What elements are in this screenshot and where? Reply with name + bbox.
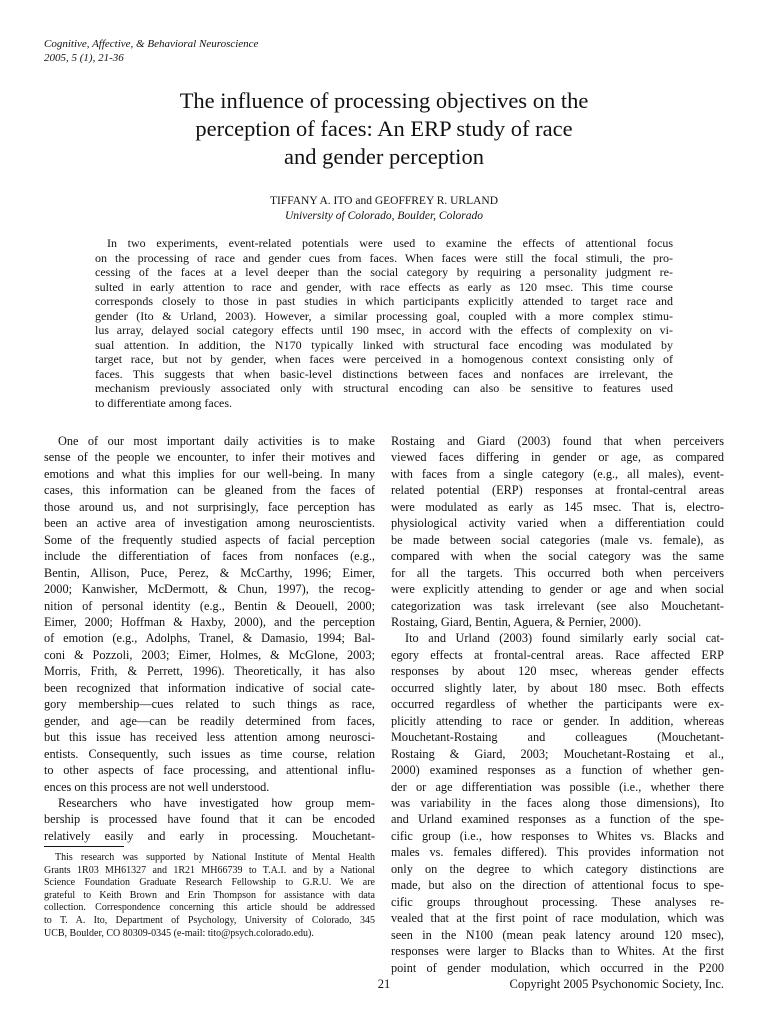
body-line: males vs. females differed). This provides information not <box>391 845 724 860</box>
body-line: gender, and age—can be readily determined from faces, <box>44 713 375 728</box>
abstract-line: on the processing of race and gender cues from faces. When faces were still the focal stimuli, the pro- <box>95 250 673 265</box>
footnote-line: This research was supported by National Institute of Mental Health <box>55 852 375 863</box>
abstract-line: gender (Ito & Urland, 2003). However, a similar processing goal, coupled with a more complex stimu- <box>95 308 673 323</box>
body-line: cases, this information can be gleaned from the faces of <box>44 483 375 498</box>
body-line: entists. Consequently, such issues as time course, relation <box>44 746 375 761</box>
body-line: Some of the frequently studied aspects of facial perception <box>44 532 375 547</box>
body-column-right <box>391 433 724 976</box>
body-line: Bentin, Allison, Puce, Perez, & McCarthy, 1996; Eimer, <box>44 565 375 580</box>
body-line: Ito and Urland (2003) found similarly early social cat- <box>405 631 724 646</box>
body-line: include the differentiation of faces from nonfaces (e.g., <box>44 549 375 564</box>
footnote-line: UCB, Boulder, CO 80309-0345 (e-mail: tito@psych.colorado.edu). <box>44 927 314 939</box>
body-line: were explicitly attending to gender or age and when social <box>391 582 724 597</box>
body-line: and Urland examined responses as a function of the spe- <box>391 812 724 827</box>
abstract-line: sulted in early attention to race and gender, with race effects as early as 120 msec. This time course <box>95 279 673 294</box>
body-line: occurred slightly later, by about 180 msec. Both effects <box>391 680 724 695</box>
footnote-line: collection. Correspondence concerning this article should be addressed <box>44 902 375 914</box>
body-line: was variability in the faces along those dimensions), Ito <box>391 795 724 810</box>
title-line: perception of faces: An ERP study of race <box>195 116 573 141</box>
footnote-line: Grants 1R03 MH61327 and 1R21 MH66739 to T.A.I. and by a National <box>44 864 375 876</box>
body-line: One of our most important daily activities is to make <box>58 434 375 448</box>
body-line: made, but also on the direction of attentional focus to spe- <box>391 878 724 893</box>
abstract-line: sual attention. In addition, the N170 typically linked with structural face encoding was modulated by <box>95 337 673 352</box>
body-line: Researchers who have investigated how group mem- <box>58 795 375 810</box>
body-line: Rostaing, Giard, Bentin, Aguera, & Pernier, 2000). <box>391 614 642 629</box>
affiliation: University of Colorado, Boulder, Colorado <box>284 210 484 222</box>
body-line: nition of personal identity (e.g., Bentin & Deouell, 2000; <box>44 598 375 613</box>
footnote-line: Science Foundation Graduate Research Fellowship to G.R.U. We are <box>44 877 375 889</box>
body-line: compared with when the social category was the same <box>391 549 724 564</box>
body-line: Morris, Frith, & Perrett, 1996). Theoretically, it has also <box>44 664 375 679</box>
body-line: Rostaing & Giard, 2003; Mouchetant-Rostaing et al., <box>391 746 724 761</box>
abstract-line: lus array, delayed social category effects until 190 msec, in accord with the effects of complexity on vi- <box>95 323 673 338</box>
body-line: were modulated as early as 145 msec. That is, electro- <box>391 499 724 514</box>
body-line: responses by about 120 msec, whereas gender effects <box>391 664 724 679</box>
body-line: Eimer, 2000; Hoffman & Haxby, 2000), and the perception <box>44 614 375 629</box>
abstract-line: faces. This suggests that when basic-level distinctions between faces and nonfaces are irrelevant, the <box>95 366 673 381</box>
article-title <box>60 87 708 171</box>
footnote-line: to T. A. Ito, Department of Psychology, University of Colorado, 345 <box>44 914 375 926</box>
body-line: vealed that at the first point of race modulation, which was <box>391 911 724 926</box>
body-column-left <box>44 433 375 844</box>
body-line: Rostaing and Giard (2003) found that when perceivers <box>391 434 724 448</box>
abstract-line: cessing of the faces at a level deeper than the social category by requiring a personality judgment re- <box>95 265 673 280</box>
body-line: be made between social categories (male vs. female), as <box>391 532 724 547</box>
body-line: seen in the N100 (mean peak latency around 120 msec), <box>391 927 724 942</box>
body-line: point of gender modulation, which occurred in the P200 <box>391 960 724 975</box>
body-line: with faces from a single category (e.g., all males), event- <box>391 466 724 481</box>
copyright-notice: Copyright 2005 Psychonomic Society, Inc. <box>509 977 724 991</box>
abstract <box>95 236 673 411</box>
body-line: responses were larger to Blacks than to Whites. At the first <box>391 944 724 959</box>
body-line: categorization was task irrelevant (see also Mouchetant- <box>391 598 724 613</box>
journal-name: Cognitive, Affective, & Behavioral Neuroscience <box>44 38 259 50</box>
body-line: egory effects at frontal-central areas. Race affected ERP <box>391 647 724 662</box>
abstract-line: In two experiments, event-related potentials were used to examine the effects of attentional focus <box>107 236 673 250</box>
page-number: 21 <box>377 977 391 991</box>
body-line: been recognized that information indicative of social cate- <box>44 680 375 695</box>
body-line: viewed faces differing in gender or age, as compared <box>391 450 724 465</box>
abstract-line: to differentiate among faces. <box>95 396 233 411</box>
footnote-line: grateful to Keith Brown and Erin Thompson for assistance with data <box>44 889 375 901</box>
body-line: 2000; Kanwisher, McDermott, & Chun, 1997), the recog- <box>44 582 375 597</box>
body-line: been an active area of investigation among neuroscientists. <box>44 516 375 531</box>
footnote <box>44 852 375 940</box>
body-line: relatively easily and early in processing. Mouchetant- <box>44 828 375 843</box>
title-line: The influence of processing objectives on the <box>179 88 589 113</box>
body-line: cific groups throughout processing. These analyses re- <box>391 894 724 909</box>
body-line: der or age differentiation was possible (i.e., whether there <box>391 779 724 794</box>
abstract-line: mechanism previously associated only with structural encoding can also be sensitive to features used <box>95 381 673 396</box>
body-line: emotions and what this implies for our well-being. In many <box>44 466 375 481</box>
authors: TIFFANY A. ITO and GEOFFREY R. URLAND <box>269 195 499 207</box>
body-line: occurred regardless of whether the participants were ex- <box>391 697 724 712</box>
body-line: bership is processed have found that it can be encoded <box>44 812 375 827</box>
body-line: 2000) examined responses as a function of whether gen- <box>391 763 724 778</box>
body-line: those around us, and not surprisingly, face perception has <box>44 499 375 514</box>
body-line: ences on this process are not well understood. <box>44 779 270 794</box>
body-line: physiological activity varied when a differentiation could <box>391 516 724 531</box>
title-line: and gender perception <box>284 144 484 169</box>
body-line: for all the targets. This occurred both when perceivers <box>391 565 724 580</box>
body-line: to other aspects of face processing, and attentional influ- <box>44 763 375 778</box>
journal-citation: 2005, 5 (1), 21-36 <box>44 52 124 64</box>
body-line: only on the degree to which category distinctions are <box>391 861 724 876</box>
body-line: plicitly attending to race or gender. In addition, whereas <box>391 713 724 728</box>
journal-header <box>44 37 258 65</box>
footnote-divider <box>44 846 124 847</box>
body-line: of emotion (e.g., Adolphs, Tranel, & Damasio, 1994; Bal- <box>44 631 375 646</box>
body-line: cific group (i.e., how responses to Whites vs. Blacks and <box>391 828 724 843</box>
body-line: Mouchetant-Rostaing and colleagues (Mouchetant- <box>391 730 724 745</box>
body-line: related potential (ERP) responses at frontal-central areas <box>391 483 724 498</box>
abstract-line: corresponds closely to those in past studies in which participants explicitly attended to target race and <box>95 294 673 309</box>
body-line: sense of the people we encounter, to infer their motives and <box>44 450 375 465</box>
body-line: coni & Pozzoli, 2003; Eimer, Holmes, & McGlone, 2003; <box>44 647 375 662</box>
body-line: gory membership—cues related to such things as race, <box>44 697 375 712</box>
body-line: but this issue has received less attention among neurosci- <box>44 730 375 745</box>
abstract-line: target race, but not by gender, when faces were perceived in a homogenous context consisting only of <box>95 352 673 367</box>
